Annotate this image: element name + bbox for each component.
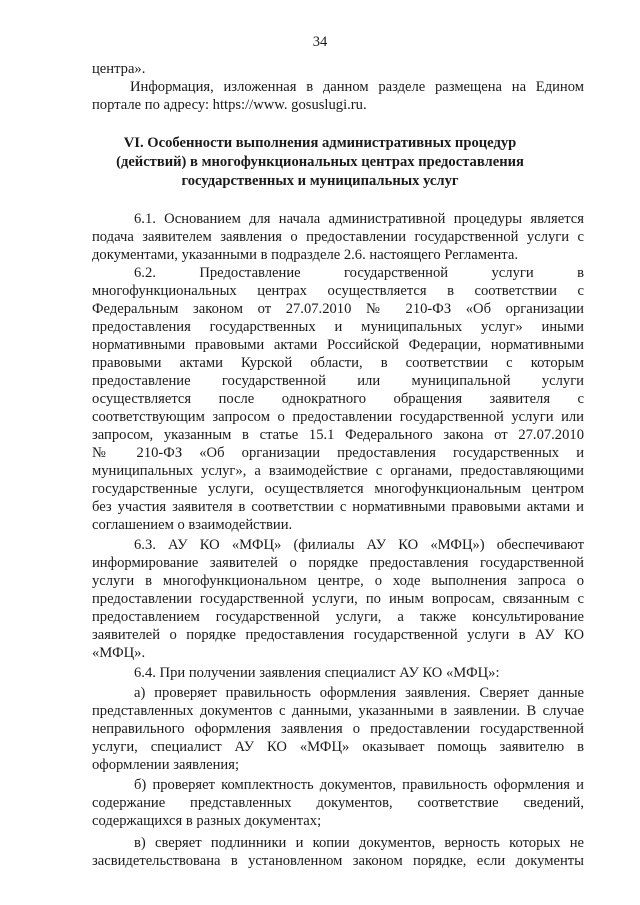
text-line: оформлении заявления; [92,757,239,773]
text-line: услуги, специалист АУ КО «МФЦ» оказывает помощь заявителю в [92,739,584,755]
text-line: 6.2. Предоставление государственной услуги в [134,265,584,281]
text-line: № 210-ФЗ «Об организации предоставления государственных и [92,445,584,461]
text-line: в) сверяет подлинники и копии документов, верность которых не [134,835,584,851]
text-line: 6.1. Основанием для начала административной процедуры является [134,211,584,227]
text-line: услуги в многофункциональном центре, о ходе выполнения запроса о [92,573,584,589]
text-line: запросом, указанным в статье 15.1 Федерального закона от 27.07.2010 [92,427,584,443]
text-line: 6.3. АУ КО «МФЦ» (филиалы АУ КО «МФЦ») обеспечивают [134,537,584,553]
section-heading-line: государственных и муниципальных услуг [181,173,459,189]
section-heading-line: VI. Особенности выполнения административных процедур [123,135,517,151]
text-line: предоставлении государственной услуги, по иным вопросам, связанным с [92,591,584,607]
text-line: неправильного оформления заявления о предоставлении государственной [92,721,584,737]
text-line: Информация, изложенная в данном разделе размещена на Едином [130,79,584,95]
text-line: соглашением о взаимодействии. [92,517,293,533]
text-line: «МФЦ». [92,645,146,661]
text-line: 6.4. При получении заявления специалист АУ КО «МФЦ»: [134,665,500,681]
page-number: 34 [312,34,328,50]
text-line: многофункциональных центрах осуществляется в соответствии с [92,283,584,299]
text-line: без участия заявителя в соответствии с нормативными правовыми актами и [92,499,584,515]
text-line: соответствующим запросом о предоставлении государственной услуги или [92,409,584,425]
text-line: правовыми актами Курской области, в соответствии с которым [92,355,584,371]
text-line: портале по адресу: https://www. gosuslugi.ru. [92,97,367,113]
text-line: содержание представленных документов, соответствие сведений, [92,795,584,811]
text-line: предоставление государственной или муниципальной услуги [92,373,584,389]
text-line: информирование заявителей о порядке предоставления государственной [92,555,584,571]
text-line: предоставления государственных и муниципальных услуг» иными [92,319,584,335]
text-line: подача заявителем заявления о предоставлении государственной услуги с [92,229,584,245]
text-line: засвидетельствована в установленном законом порядке, если документы [92,853,584,869]
text-line: представленных документов с данными, указанными в заявлении. В случае [92,703,584,719]
text-line: документами, указанными в подразделе 2.6. настоящего Регламента. [92,247,518,263]
text-line: нормативными правовыми актами Российской Федерации, нормативными [92,337,584,353]
text-line: государственные услуги, осуществляется многофункциональным центром [92,481,584,497]
section-heading-line: (действий) в многофункциональных центрах предоставления [116,154,524,170]
text-line: предоставлением государственной услуги, а также консультирование [92,609,584,625]
text-line: осуществляется после однократного обращения заявителя с [92,391,584,407]
text-line: муниципальных услуг», а взаимодействие с органами, предоставляющими [92,463,584,479]
text-line: б) проверяет комплектность документов, правильность оформления и [134,777,584,793]
text-line: заявителей о порядке предоставления государственной услуги в АУ КО [92,627,584,643]
text-line: содержащихся в разных документах; [92,813,322,829]
text-line: а) проверяет правильность оформления заявления. Сверяет данные [134,685,584,701]
text-line: центра». [92,61,146,77]
text-line: Федеральным законом от 27.07.2010 № 210-ФЗ «Об организации [92,301,584,317]
